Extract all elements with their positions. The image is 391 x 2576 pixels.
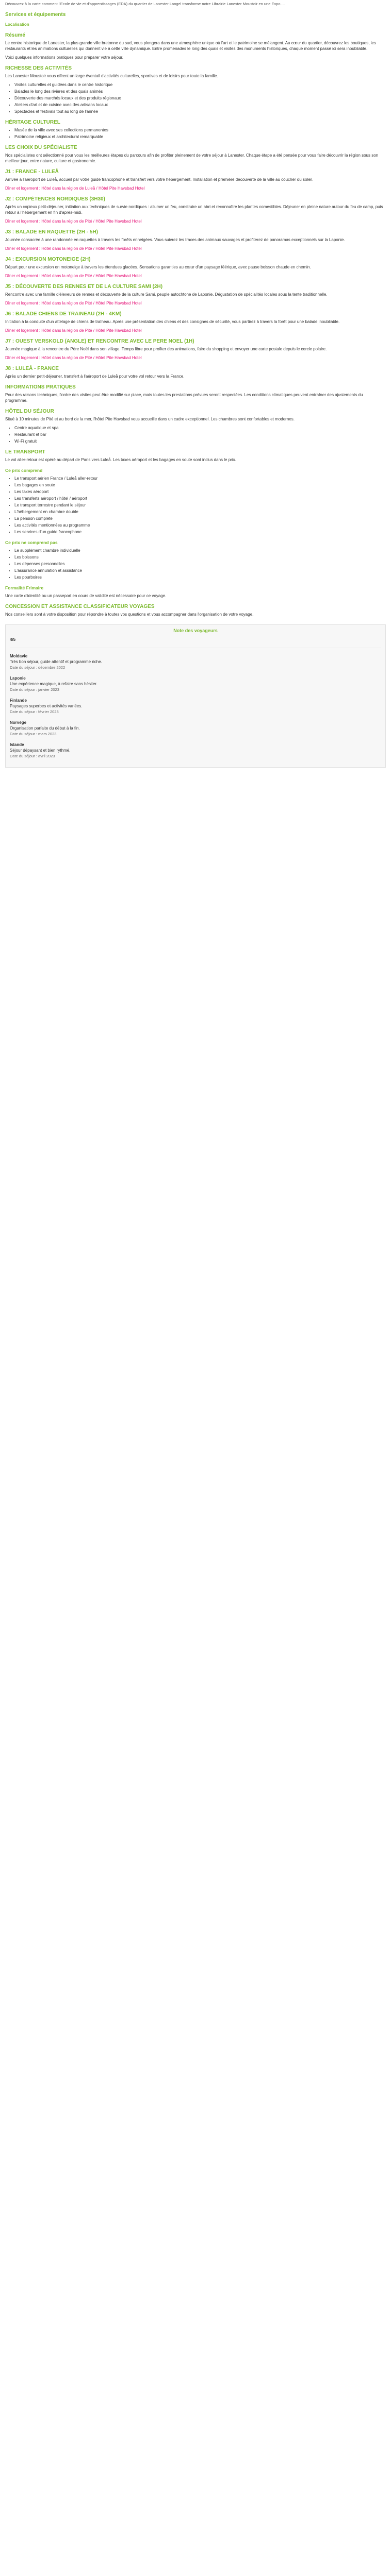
list-item: • Les pourboires <box>14 574 386 580</box>
list-item: • Le supplément chambre individuelle <box>14 548 386 553</box>
resume-sub: Voici quelques informations pratiques pour préparer votre séjour. <box>5 55 124 60</box>
list-item: • Ateliers d'art et de cuisine avec des artisans locaux <box>14 102 386 108</box>
day-title: J7 : OUEST VERSKOLD (ANGLE) ET RENCONTRE AVEC LE PERE NOEL (1H) <box>5 338 194 344</box>
review-name: Laponie <box>10 676 26 681</box>
list-item: • Balades le long des rivières et des quais animés <box>14 89 386 94</box>
review-name: Finlande <box>10 698 27 703</box>
formalites-heading: Formalité Frimaire <box>5 585 44 590</box>
richesse-heading: RICHESSE DES ACTIVITÉS <box>5 65 72 71</box>
list-item: • Visites culturelles et guidées dans le centre historique <box>14 82 386 88</box>
list-item: • Spectacles et festivals tout au long de l'année <box>14 109 386 114</box>
list-item: • Le transport aérien France / Luleå aller-retour <box>14 476 386 481</box>
list-item: • Centre aquatique et spa <box>14 425 386 431</box>
richesse-intro: Les Lanester Moustoir vous offrent un large éventail d'activités culturelles, sportives et de loisirs pour toute la famille. <box>5 74 218 78</box>
review-item <box>10 675 381 692</box>
excluded-list <box>5 548 386 580</box>
resume-heading: Résumé <box>5 32 25 38</box>
heritage-heading: HÉRITAGE CULTUREL <box>5 120 60 125</box>
included-list <box>5 476 386 535</box>
resume-text: Le centre historique de Lanester, la plus grande ville bretonne du sud, vous plongera dans une atmosphère unique où l'art et le patrimoine se mélangent. Au cœur du quartier, découvrez les boutiques, les restaurants et les animations culturelles qui donnent vie à cette ville dynamique. Entre promenades le long des quais et visites des monuments historiques, chaque moment passé ici sera inoubliable. <box>5 41 376 51</box>
review-date: Date du séjour : décembre 2022 <box>10 665 66 670</box>
formalites-text: Une carte d'identité ou un passeport en cours de validité est nécessaire pour ce voyage. <box>5 594 167 598</box>
list-item: • La pension complète <box>14 516 386 521</box>
day-6 <box>5 311 386 333</box>
review-date: Date du séjour : mars 2023 <box>10 732 57 736</box>
day-text: Initiation à la conduite d'un attelage de chiens de traîneau. Après une présentation des chiens et des consignes de sécurité, vous partirez à travers la forêt pour une balade inoubliable. <box>5 319 340 324</box>
review-text: Paysages superbes et activités variées. <box>10 704 83 708</box>
day-7 <box>5 338 386 361</box>
day-title: J2 : COMPÉTENCES NORDIQUES (3H30) <box>5 196 105 202</box>
list-item: • Découverte des marchés locaux et des produits régionaux <box>14 95 386 101</box>
day-1 <box>5 169 386 191</box>
choix-text: Nos spécialistes ont sélectionné pour vous les meilleures étapes du parcours afin de profiter pleinement de votre séjour à Lanester. Chaque étape a été pensée pour vous faire découvrir la région sous son meilleur jour, entre nature, culture et gastronomie. <box>5 153 379 163</box>
day-stay: Dîner et logement : Hôtel dans la région de Pité / Hôtel Pite Havsbad Hotel <box>5 355 142 360</box>
review-item <box>10 720 381 737</box>
list-item: • Le transport terrestre pendant le séjour <box>14 502 386 508</box>
review-text: Très bon séjour, guide attentif et programme riche. <box>10 659 102 664</box>
list-item: • L'hébergement en chambre double <box>14 509 386 515</box>
list-item: • Les boissons <box>14 554 386 560</box>
day-3 <box>5 229 386 251</box>
review-text: Organisation parfaite du début à la fin. <box>10 726 80 731</box>
list-item: • Les taxes aéroport <box>14 489 386 495</box>
day-stay: Dîner et logement : Hôtel dans la région de Pité / Hôtel Pite Havsbad Hotel <box>5 274 142 278</box>
day-title: J6 : BALADE CHIENS DE TRAINEAU (2H - 4KM) <box>5 311 122 317</box>
review-item <box>10 742 381 759</box>
infos-heading: INFORMATIONS PRATIQUES <box>5 384 76 390</box>
included-heading: Ce prix comprend <box>5 468 43 473</box>
excluded-heading: Ce prix ne comprend pas <box>5 540 58 545</box>
list-item: • Les bagages en soute <box>14 482 386 488</box>
richesse-list <box>5 82 386 114</box>
day-stay: Dîner et logement : Hôtel dans la région de Pité / Hôtel Pite Havsbad Hotel <box>5 246 142 251</box>
localisation-heading: Localisation <box>5 22 29 27</box>
list-item: • Les services d'un guide francophone <box>14 529 386 535</box>
review-date: Date du séjour : février 2023 <box>10 709 59 714</box>
day-title: J1 : FRANCE - LULEÅ <box>5 169 59 175</box>
day-text: Départ pour une excursion en motoneige à travers les étendues glacées. Sensations garanties au cœur d'un paysage féérique, avec pause boisson chaude en chemin. <box>5 265 311 269</box>
day-title: J8 : LULEÅ - FRANCE <box>5 366 59 371</box>
hotel-heading: HÔTEL DU SÉJOUR <box>5 409 54 414</box>
day-stay: Dîner et logement : Hôtel dans la région de Pité / Hôtel Pite Havsbad Hotel <box>5 328 142 333</box>
review-date: Date du séjour : avril 2023 <box>10 754 55 758</box>
reviews-score: 4/5 <box>10 637 16 642</box>
hotel-list <box>5 425 386 444</box>
day-text: Après un copieux petit-déjeuner, initiation aux techniques de survie nordiques : allumer un feu, construire un abri et reconnaître les plantes comestibles. Déjeuner en pleine nature autour du feu de camp, puis retour à l'hébergement en fin d'après-midi. <box>5 205 383 215</box>
assistance-heading: CONCESSION ET ASSISTANCE CLASSIFICATEUR VOYAGES <box>5 604 155 609</box>
review-name: Islande <box>10 742 24 747</box>
day-text: Après un dernier petit-déjeuner, transfert à l'aéroport de Luleå pour votre vol retour vers la France. <box>5 374 185 379</box>
day-8 <box>5 366 386 379</box>
list-item: • L'assurance annulation et assistance <box>14 568 386 573</box>
assistance-text: Nos conseillers sont à votre disposition pour répondre à toutes vos questions et vous accompagner dans l'organisation de votre voyage. <box>5 612 254 617</box>
day-title: J4 : EXCURSION MOTONEIGE (2H) <box>5 257 91 262</box>
list-item: • Patrimoine religieux et architectural remarquable <box>14 134 386 140</box>
review-name: Norvège <box>10 720 27 725</box>
list-item: • Restaurant et bar <box>14 432 386 437</box>
day-2 <box>5 196 386 224</box>
heritage-list <box>5 127 386 140</box>
services-heading: Services et équipements <box>5 12 66 18</box>
choix-heading: LES CHOIX DU SPÉCIALISTE <box>5 145 77 150</box>
day-text: Arrivée à l'aéroport de Luleå, accueil par votre guide francophone et transfert vers votre hébergement. Installation et première découverte de la ville au coucher du soleil. <box>5 177 314 182</box>
hotel-text: Situé à 10 minutes de Pité et au bord de la mer, l'hôtel Pite Havsbad vous accueille dans un cadre exceptionnel. Les chambres sont confortables et modernes. <box>5 417 295 421</box>
review-item <box>10 698 381 715</box>
day-title: J5 : DÉCOUVERTE DES RENNES ET DE LA CULTURE SAMI (2H) <box>5 284 163 290</box>
intro-text: Découvrez à la carte comment l'Ecole de vie et d'apprentissages (EDA) du quartier de Lanester Langel transforme notre Librairie Lanester Moustoir en une Expo ... <box>5 2 285 6</box>
review-item <box>10 653 381 670</box>
list-item: • Les transferts aéroport / hôtel / aéroport <box>14 496 386 501</box>
document-page <box>0 0 391 768</box>
day-4 <box>5 257 386 279</box>
day-stay: Dîner et logement : Hôtel dans la région de Luleå / Hôtel Pite Havsbad Hotel <box>5 186 145 191</box>
day-stay: Dîner et logement : Hôtel dans la région de Pité / Hôtel Pite Havsbad Hotel <box>5 219 142 224</box>
review-date: Date du séjour : janvier 2023 <box>10 687 59 692</box>
transport-heading: LE TRANSPORT <box>5 449 45 455</box>
reviews-box <box>5 624 386 768</box>
reviews-title: Note des voyageurs <box>173 628 218 633</box>
infos-text: Pour des raisons techniques, l'ordre des visites peut être modifié sur place, mais toutes les prestations prévues seront respectées. Les conditions climatiques peuvent entraîner des ajustements du programme. <box>5 393 363 403</box>
review-text: Une expérience magique, à refaire sans hésiter. <box>10 682 97 686</box>
list-item: • Les activités mentionnées au programme <box>14 522 386 528</box>
day-title: J3 : BALADE EN RAQUETTE (2H - 5H) <box>5 229 99 235</box>
day-5 <box>5 284 386 306</box>
list-item: • Musée de la ville avec ses collections permanentes <box>14 127 386 133</box>
day-text: Journée consacrée à une randonnée en raquettes à travers les forêts enneigées. Vous suivrez les traces des animaux sauvages et profiterez de panoramas exceptionnels sur la Laponie. <box>5 238 345 242</box>
list-item: • Les dépenses personnelles <box>14 561 386 567</box>
review-text: Séjour dépaysant et bien rythmé. <box>10 748 71 753</box>
day-text: Journée magique à la rencontre du Père Noël dans son village. Temps libre pour profiter des animations, faire du shopping et envoyer une carte postale depuis le cercle polaire. <box>5 347 327 351</box>
transport-text: Le vol aller-retour est opéré au départ de Paris vers Luleå. Les taxes aéroport et les bagages en soute sont inclus dans le prix. <box>5 457 236 462</box>
review-name: Moldavie <box>10 654 28 658</box>
day-text: Rencontre avec une famille d'éleveurs de rennes et découverte de la culture Sami, peuple autochtone de Laponie. Dégustation de spécialités locales sous la tente traditionnelle. <box>5 292 328 297</box>
day-stay: Dîner et logement : Hôtel dans la région de Pité / Hôtel Pite Havsbad Hotel <box>5 301 142 306</box>
list-item: • Wi-Fi gratuit <box>14 438 386 444</box>
